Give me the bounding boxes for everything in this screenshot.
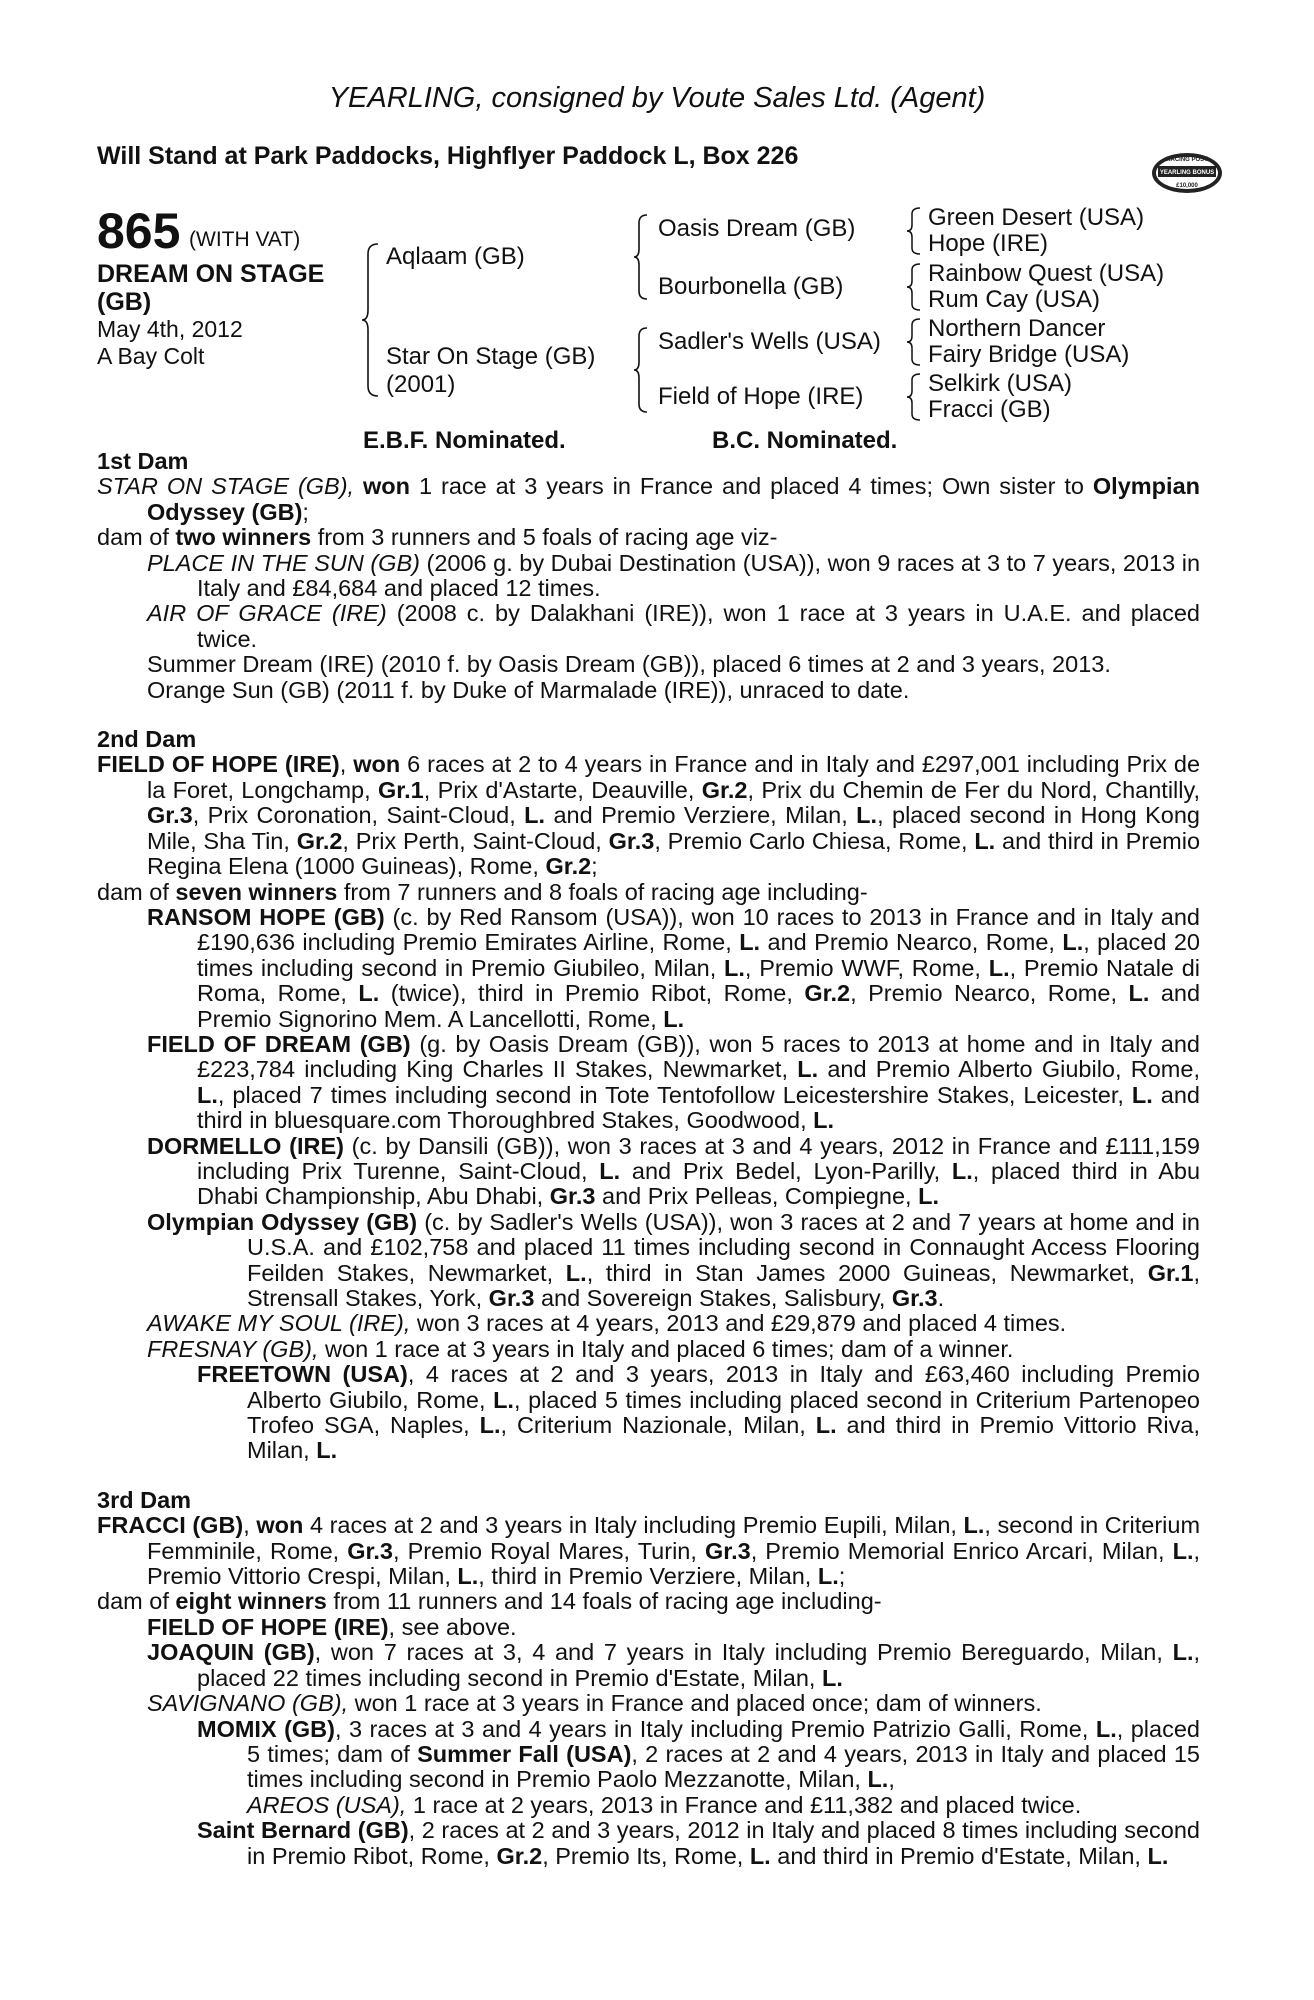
pedigree-dam: Star On Stage (GB)	[386, 343, 596, 370]
stand-location: Will Stand at Park Paddocks, Highflyer Paddock L, Box 226	[97, 142, 799, 170]
second-dam-offspring-6: FRESNAY (GB), won 1 race at 3 years in Italy and placed 6 times; dam of a winner.	[147, 1335, 1014, 1362]
second-dam-grandoffspring-1: FREETOWN (USA), 4 races at 2 and 3 years, 2013 in Italy and £63,460 including Premio Alberto Giubilo, Rome, L., placed 5 times including placed second in Criterium Partenopeo Trofeo SGA, Naples, L., Criterium Nazionale, Milan, L. and third in Premio Vittorio Riva, Milan, L.	[197, 1361, 1201, 1464]
first-dam-offspring-2: AIR OF GRACE (IRE) (2008 c. by Dalakhani (IRE)), won 1 race at 3 years in U.A.E. and placed twice.	[147, 600, 1200, 652]
pedigree-sds: Rainbow Quest (USA)	[928, 260, 1165, 287]
second-dam-offspring-3: DORMELLO (IRE) (c. by Dansili (GB)), won 3 races at 3 and 4 years, 2012 in France and £111,159 including Prix Turenne, Saint-Cloud, L. and Prix Bedel, Lyon-Parilly, L., placed third in Abu Dhabi Championship, Abu Dhabi, Gr.3 and Prix Pelleas, Compiegne, L.	[147, 1132, 1201, 1210]
pedigree-ddd: Fracci (GB)	[928, 396, 1051, 423]
third-dam-offspring-1: FIELD OF HOPE (IRE), see above.	[147, 1613, 517, 1640]
sire-parents-brace	[632, 212, 650, 302]
pedigree-sss: Green Desert (USA)	[928, 204, 1145, 231]
third-dam-heading: 3rd Dam	[97, 1486, 192, 1513]
page-title: YEARLING, consigned by Voute Sales Ltd. (Agent)	[328, 82, 986, 114]
pedigree-dam-year: (2001)	[386, 371, 456, 398]
third-dam-grandoffspring-3: Saint Bernard (GB), 2 races at 2 and 3 years, 2012 in Italy and placed 8 times including second in Premio Ribot, Rome, Gr.2, Premio Its, Rome, L. and third in Premio d'Estate, Milan, L.	[197, 1817, 1200, 1869]
pedigree-sire-sire: Oasis Dream (GB)	[658, 215, 856, 242]
pedigree-dam-dam: Field of Hope (IRE)	[658, 383, 864, 410]
bc-nominated: B.C. Nominated.	[712, 427, 898, 454]
badge-mid-text: YEARLING BONUS	[1159, 170, 1215, 176]
third-dam-grandoffspring-1: MOMIX (GB), 3 races at 3 and 4 years in Italy including Premio Patrizio Galli, Rome, L., placed 5 times; dam of Summer Fall (USA), 2 races at 2 and 4 years, 2013 in Italy and placed 15 times including second in Premio Paolo Mezzanotte, Milan, L.,	[197, 1715, 1200, 1793]
second-dam-para: FIELD OF HOPE (IRE), won 6 races at 2 to 4 years in France and in Italy and £297,001 including Prix de la Foret, Longchamp, Gr.1, Prix d'Astarte, Deauville, Gr.2, Prix du Chemin de Fer du Nord, Chantilly, Gr.3, Prix Coronation, Saint-Cloud, L. and Premio Verziere, Milan, L., placed second in Hong Kong Mile, Sha Tin, Gr.2, Prix Perth, Saint-Cloud, Gr.3, Premio Carlo Chiesa, Rome, L. and third in Premio Regina Elena (1000 Guineas), Rome, Gr.2;	[97, 751, 1201, 880]
pedigree-sire-dam: Bourbonella (GB)	[658, 273, 844, 300]
first-dam-offspring-4: Orange Sun (GB) (2011 f. by Duke of Marmalade (IRE)), unraced to date.	[147, 676, 910, 703]
horse-sex: A Bay Colt	[97, 343, 205, 369]
second-dam-offspring-5: AWAKE MY SOUL (IRE), won 3 races at 4 years, 2013 and £29,879 and placed 4 times.	[147, 1310, 1067, 1337]
second-dam-offspring-4: Olympian Odyssey (GB) (c. by Sadler's Wells (USA)), won 3 races at 2 and 7 years at home and in U.S.A. and £102,758 and placed 11 times including second in Connaught Access Flooring Feilden Stakes, Newmarket, L., third in Stan James 2000 Guineas, Newmarket, Gr.1, Strensall Stakes, York, Gr.3 and Sovereign Stakes, Salisbury, Gr.3.	[147, 1208, 1201, 1311]
gen3-brace-4	[905, 371, 923, 423]
second-dam-offspring-2: FIELD OF DREAM (GB) (g. by Oasis Dream (GB)), won 5 races to 2013 at home and in Italy and £223,784 including King Charles II Stakes, Newmarket, L. and Premio Alberto Giubilo, Rome, L., placed 7 times including second in Tote Tentofollow Leicestershire Stakes, Leicester, L. and third in bluesquare.com Thoroughbred Stakes, Goodwood, L.	[147, 1030, 1201, 1134]
first-dam-offspring-3: Summer Dream (IRE) (2010 f. by Oasis Dream (GB)), placed 6 times at 2 and 3 years, 2013.	[147, 651, 1111, 678]
sire-dam-brace	[360, 240, 382, 400]
pedigree-dsd: Fairy Bridge (USA)	[928, 341, 1130, 368]
third-dam-offspring-3: SAVIGNANO (GB), won 1 race at 3 years in France and placed once; dam of winners.	[147, 1690, 1042, 1717]
second-dam-heading: 2nd Dam	[97, 726, 197, 753]
pedigree-ssd: Hope (IRE)	[928, 230, 1049, 257]
horse-meta	[97, 316, 243, 370]
third-dam-grandoffspring-2: AREOS (USA), 1 race at 2 years, 2013 in France and £11,382 and placed twice.	[247, 1791, 1082, 1818]
pedigree-dam-sire: Sadler's Wells (USA)	[658, 328, 881, 355]
dam-parents-brace	[632, 325, 650, 415]
foaling-date: May 4th, 2012	[97, 316, 243, 342]
pedigree-dss: Northern Dancer	[928, 315, 1106, 342]
badge-amount-text: £10,000	[1176, 183, 1198, 189]
first-dam-heading: 1st Dam	[97, 448, 189, 474]
ebf-nominated: E.B.F. Nominated.	[363, 427, 566, 454]
badge-top-text: RACING POST	[1166, 157, 1208, 163]
pedigree-dds: Selkirk (USA)	[928, 370, 1073, 397]
third-dam-produce: dam of eight winners from 11 runners and 14 foals of racing age including-	[97, 1588, 882, 1615]
vat-note: (WITH VAT)	[189, 228, 301, 251]
horse-name: DREAM ON STAGE (GB)	[97, 260, 325, 316]
first-dam-para: STAR ON STAGE (GB), won 1 race at 3 years in France and placed 4 times; Own sister to Olympian Odyssey (GB);	[97, 473, 1200, 525]
second-dam-produce: dam of seven winners from 7 runners and 8 foals of racing age including-	[97, 878, 868, 905]
first-dam-produce: dam of two winners from 3 runners and 5 foals of racing age viz-	[97, 524, 778, 551]
first-dam-offspring-1: PLACE IN THE SUN (GB) (2006 g. by Dubai Destination (USA)), won 9 races at 3 to 7 years, 2013 in Italy and £84,684 and placed 12 times.	[147, 549, 1201, 602]
gen3-brace-2	[905, 261, 923, 313]
gen3-brace-1	[905, 205, 923, 257]
yearling-bonus-badge-icon	[1150, 146, 1224, 200]
third-dam-offspring-2: JOAQUIN (GB), won 7 races at 3, 4 and 7 years in Italy including Premio Bereguardo, Milan, L., placed 22 times including second in Premio d'Estate, Milan, L.	[147, 1639, 1201, 1691]
dam-details	[97, 449, 1200, 1869]
gen3-brace-3	[905, 316, 923, 368]
lot-number: 865	[97, 203, 181, 259]
pedigree-sire: Aqlaam (GB)	[386, 243, 525, 270]
third-dam-para: FRACCI (GB), won 4 races at 2 and 3 years in Italy including Premio Eupili, Milan, L., second in Criterium Femminile, Rome, Gr.3, Premio Royal Mares, Turin, Gr.3, Premio Memorial Enrico Arcari, Milan, L., Premio Vittorio Crespi, Milan, L., third in Premio Verziere, Milan, L.;	[97, 1512, 1201, 1590]
second-dam-offspring-1: RANSOM HOPE (GB) (c. by Red Ransom (USA)), won 10 races to 2013 in France and in Italy and £190,636 including Premio Emirates Airline, Rome, L. and Premio Nearco, Rome, L., placed 20 times including second in Premio Giubileo, Milan, L., Premio WWF, Rome, L., Premio Natale di Roma, Rome, L. (twice), third in Premio Ribot, Rome, Gr.2, Premio Nearco, Rome, L. and Premio Signorino Mem. A Lancellotti, Rome, L.	[147, 903, 1201, 1032]
pedigree-sdd: Rum Cay (USA)	[928, 286, 1101, 313]
